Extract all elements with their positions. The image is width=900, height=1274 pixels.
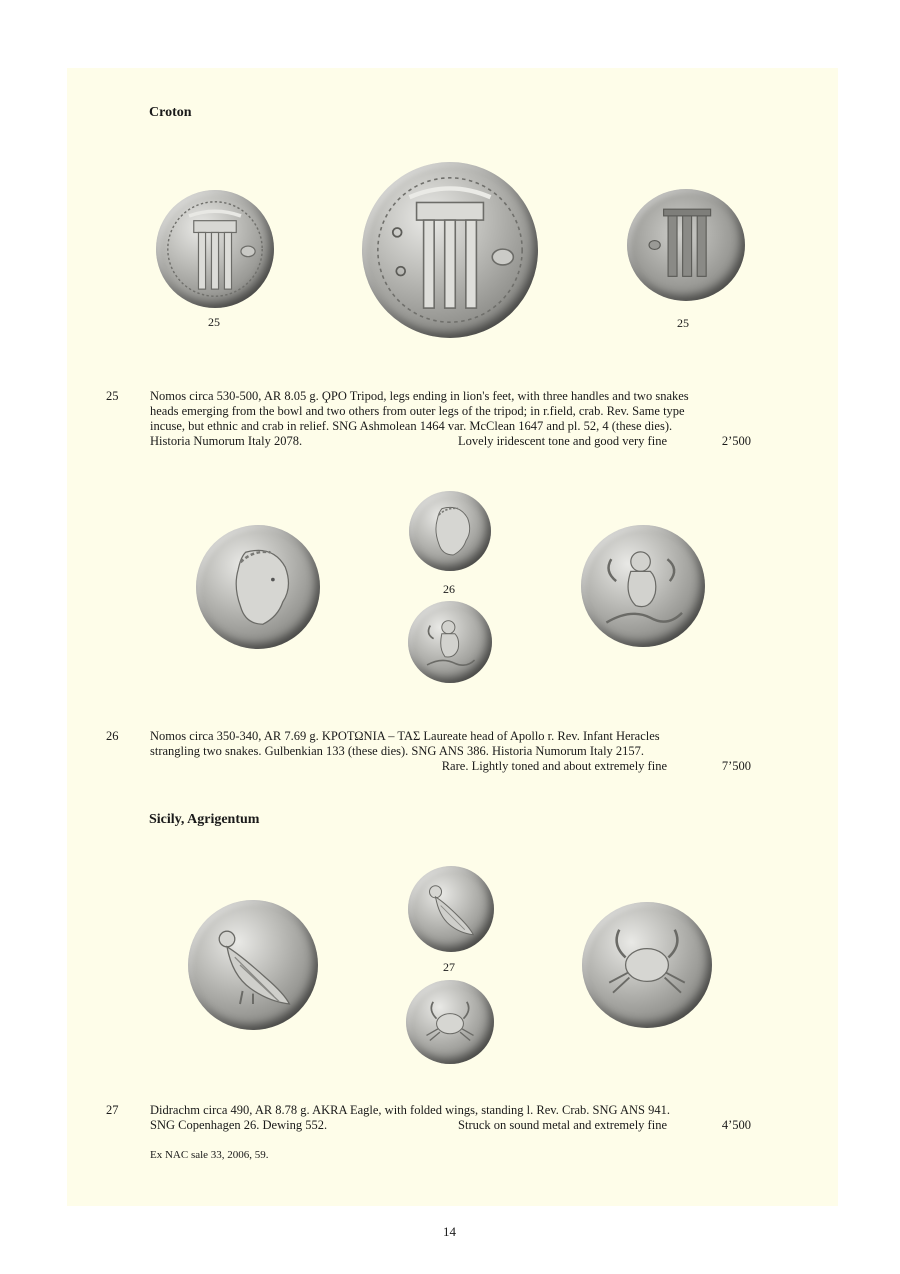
lot-25-last-line bbox=[150, 434, 751, 449]
coin-26-reverse-small bbox=[408, 601, 492, 683]
lot-26-condition: Rare. Lightly toned and about extremely fine bbox=[441, 759, 667, 773]
coin-27-obverse-small bbox=[408, 866, 494, 952]
lot-27-last-line bbox=[150, 1118, 751, 1133]
lot-25-reference: Historia Numorum Italy 2078. bbox=[150, 434, 303, 448]
lot-number-27: 27 bbox=[106, 1103, 119, 1117]
lot-26-line-1: Nomos circa 350-340, AR 7.69 g. ΚΡΟΤΩΝΙΑ – ΤΑΣ Laureate head of Apollo r. Rev. Infant Heracles bbox=[150, 729, 660, 743]
lot-27-description bbox=[150, 1103, 751, 1133]
lot-25-line-2: heads emerging from the bowl and two others from outer legs of the tripod; in r.field, crab. Rev. Same type bbox=[150, 404, 685, 418]
lot-27-reference: SNG Copenhagen 26. Dewing 552. bbox=[150, 1118, 328, 1132]
lot-25-line-1: Nomos circa 530-500, AR 8.05 g. ϘPO Tripod, legs ending in lion's feet, with three handles and two snakes bbox=[150, 389, 689, 403]
coin-25-obverse-small bbox=[156, 190, 274, 308]
caption-lot-26: 26 bbox=[443, 582, 455, 596]
lot-25-price: 2’500 bbox=[721, 434, 751, 448]
coin-26-obverse-small bbox=[409, 491, 491, 571]
lot-26-last-line bbox=[150, 759, 751, 774]
coin-26-reverse-large bbox=[581, 525, 705, 647]
section-heading-croton: Croton bbox=[149, 105, 192, 120]
lot-27-condition: Struck on sound metal and extremely fine bbox=[458, 1118, 667, 1132]
page-number: 14 bbox=[443, 1224, 456, 1239]
coin-25-reverse-small bbox=[627, 189, 745, 301]
lot-number-25: 25 bbox=[106, 389, 119, 403]
coin-25-obverse-large bbox=[362, 162, 538, 338]
lot-26-line-2: strangling two snakes. Gulbenkian 133 (these dies). SNG ANS 386. Historia Numorum Italy 2157. bbox=[150, 744, 645, 758]
lot-27-provenance: Ex NAC sale 33, 2006, 59. bbox=[150, 1149, 269, 1161]
lot-number-26: 26 bbox=[106, 729, 119, 743]
lot-25-line-3: incuse, but ethnic and crab in relief. SNG Ashmolean 1464 var. McClean 1647 and pl. 52, 4 (these dies). bbox=[150, 419, 673, 433]
coin-26-obverse-large bbox=[196, 525, 320, 649]
lot-27-line-1: Didrachm circa 490, AR 8.78 g. AKRA Eagle, with folded wings, standing l. Rev. Crab. SNG ANS 941. bbox=[150, 1103, 670, 1117]
coin-27-reverse-large bbox=[582, 902, 712, 1028]
caption-lot-25-right: 25 bbox=[677, 316, 689, 330]
caption-lot-27: 27 bbox=[443, 960, 455, 974]
lot-25-description bbox=[150, 389, 751, 449]
lot-25-condition: Lovely iridescent tone and good very fine bbox=[458, 434, 667, 448]
coin-27-obverse-large bbox=[188, 900, 318, 1030]
lot-27-price: 4’500 bbox=[721, 1118, 751, 1132]
lot-26-description bbox=[150, 729, 751, 774]
coin-27-reverse-small bbox=[406, 980, 494, 1064]
section-heading-agrigentum: Sicily, Agrigentum bbox=[149, 812, 260, 827]
lot-26-price: 7’500 bbox=[721, 759, 751, 773]
caption-lot-25-left: 25 bbox=[208, 315, 220, 329]
